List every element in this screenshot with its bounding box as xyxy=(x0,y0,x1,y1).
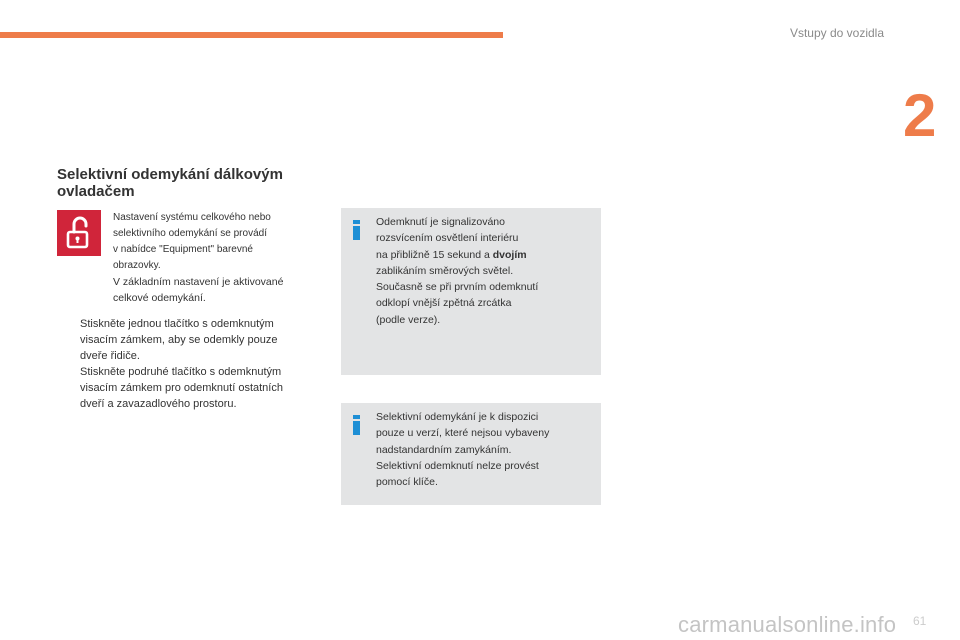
intro-line: selektivního odemykání se provádí xyxy=(113,228,267,239)
chapter-number: 2 xyxy=(903,82,937,149)
info-line: Selektivní odemykání je k dispozici xyxy=(376,411,539,423)
info-box-availability xyxy=(341,403,601,505)
intro-line: Nastavení systému celkového nebo xyxy=(113,212,271,223)
step-line: Stiskněte jednou tlačítko s odemknutým xyxy=(80,318,274,330)
intro-line: obrazovky. xyxy=(113,260,161,271)
info-line: nadstandardním zamykáním. xyxy=(376,443,512,456)
info-line: Selektivní odemknutí nelze provést xyxy=(376,459,539,472)
lock-open-icon xyxy=(57,210,101,256)
section-title-line: Selektivní odemykání dálkovým xyxy=(57,166,283,183)
emphasis-text: dvojím xyxy=(492,248,527,261)
info-text xyxy=(376,214,594,328)
info-line: rozsvícením osvětlení interiéru xyxy=(376,232,519,245)
info-line: (podle verze). xyxy=(376,313,441,326)
step-line: Stiskněte podruhé tlačítko s odemknutým xyxy=(80,366,282,378)
orange-header-bar xyxy=(0,32,503,38)
list-item xyxy=(60,364,320,412)
step-line: visacím zámkem pro odemknutí ostatních xyxy=(80,382,283,394)
steps-list xyxy=(60,316,320,412)
info-text xyxy=(376,409,594,490)
info-icon xyxy=(351,415,362,435)
step-line: dveří a zavazadlového prostoru. xyxy=(80,398,237,410)
intro-line: celkové odemykání. xyxy=(113,292,206,304)
info-line: zablikáním směrových světel. xyxy=(376,264,514,277)
intro-text xyxy=(113,210,323,306)
info-line: Současně se při prvním odemknutí xyxy=(376,281,539,294)
chapter-title: Vstupy do vozidla xyxy=(789,26,884,40)
step-line: dveře řidiče. xyxy=(80,350,140,362)
section-title xyxy=(57,166,337,201)
intro-line: v nabídce "Equipment" barevné xyxy=(113,244,253,255)
page-number: 61 xyxy=(913,614,927,628)
step-line: visacím zámkem, aby se odemkly pouze xyxy=(80,334,278,346)
info-icon xyxy=(351,220,362,240)
info-line: pouze u verzí, které nejsou vybaveny xyxy=(376,427,550,440)
info-line: odklopí vnější zpětná zrcátka xyxy=(376,297,512,310)
intro-line: V základním nastavení je aktivované xyxy=(113,276,284,288)
section-title-line: ovladačem xyxy=(57,183,135,201)
info-line: Odemknutí je signalizováno xyxy=(376,216,505,228)
info-box-signalization xyxy=(341,208,601,375)
list-item xyxy=(60,316,320,364)
info-line-text: na přibližně 15 sekund a xyxy=(376,248,493,261)
info-line: pomocí klíče. xyxy=(376,476,438,489)
info-line xyxy=(376,247,594,263)
watermark: carmanualsonline.info xyxy=(678,612,897,637)
